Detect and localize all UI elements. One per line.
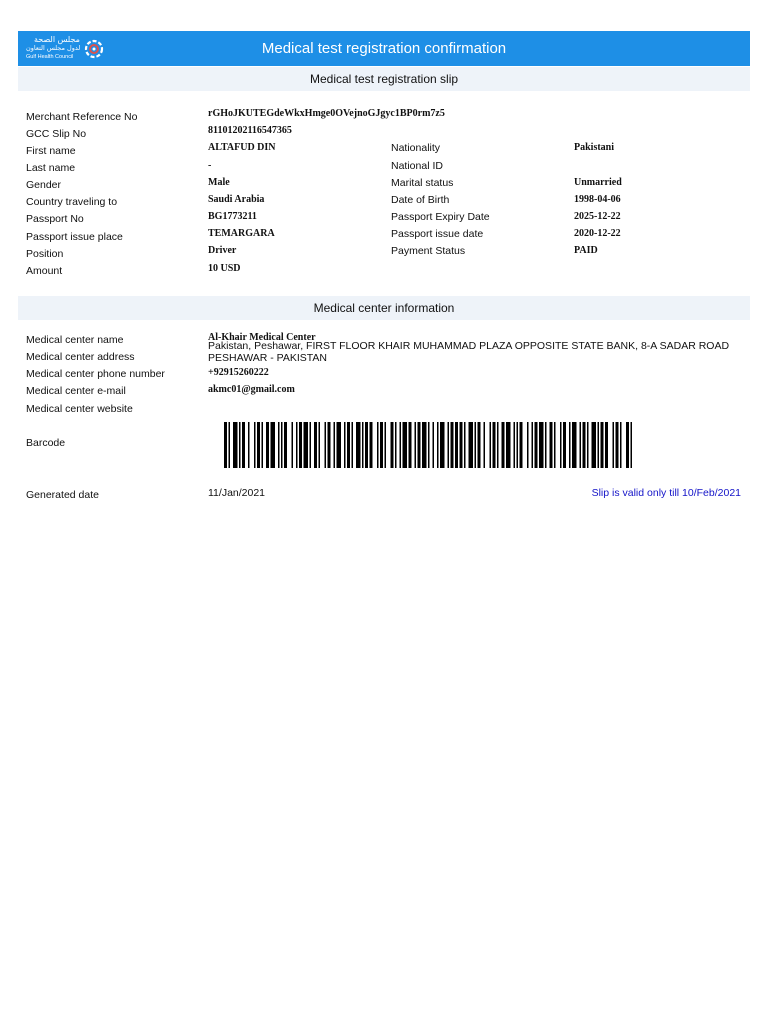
center-name-label: Medical center name [26, 334, 124, 346]
barcode-bar [271, 422, 276, 468]
center-phone-value: +92915260222 [208, 367, 269, 378]
slip-section-title: Medical test registration slip [18, 67, 750, 91]
barcode-bar [464, 422, 466, 468]
barcode-bar [262, 422, 264, 468]
barcode-bar [517, 422, 519, 468]
barcode-bar [328, 422, 331, 468]
center-address-label: Medical center address [26, 351, 135, 363]
barcode-bar [314, 422, 317, 468]
logo-arabic-line-2: لدول مجلس التعاون [26, 44, 81, 52]
barcode-bar [362, 422, 364, 468]
barcode-bar [248, 422, 250, 468]
barcode-bar [631, 422, 633, 468]
barcode-bar [484, 422, 486, 468]
barcode-bar [377, 422, 379, 468]
barcode-bar [490, 422, 492, 468]
gender-value: Male [208, 177, 230, 188]
barcode-bar [385, 422, 387, 468]
barcode-bar [347, 422, 350, 468]
barcode-bar [292, 422, 294, 468]
position-value: Driver [208, 245, 237, 256]
barcode-bar [233, 422, 238, 468]
center-email-value: akmc01@gmail.com [208, 384, 295, 395]
barcode-bar [281, 422, 283, 468]
center-phone-label: Medical center phone number [26, 368, 165, 380]
passport-expiry-label: Passport Expiry Date [391, 211, 490, 223]
passport-expiry-value: 2025-12-22 [574, 211, 621, 222]
barcode-bar [455, 422, 458, 468]
barcode-bar [352, 422, 354, 468]
barcode-bar [254, 422, 256, 468]
barcode-bar [380, 422, 383, 468]
barcode-bar [460, 422, 463, 468]
passport-issue-date-label: Passport issue date [391, 228, 484, 240]
generated-date-value: 11/Jan/2021 [208, 487, 266, 499]
passport-label: Passport No [26, 213, 84, 225]
barcode-bar [550, 422, 553, 468]
center-website-label: Medical center website [26, 403, 133, 415]
barcode-bar [601, 422, 604, 468]
barcode-bar [587, 422, 589, 468]
barcode-bar [514, 422, 516, 468]
barcode-bar [391, 422, 394, 468]
barcode-bar [478, 422, 481, 468]
barcode-bar [560, 422, 562, 468]
logo-english-text: Gulf Health Council [26, 54, 74, 60]
passport-issue-date-value: 2020-12-22 [574, 228, 621, 239]
first-name-value: ALTAFUD DIN [208, 142, 276, 153]
barcode-bar [502, 422, 505, 468]
marital-status-label: Marital status [391, 177, 454, 189]
barcode-bar [613, 422, 615, 468]
barcode-bar [569, 422, 571, 468]
center-address-value: Pakistan, Peshawar, FIRST FLOOR KHAIR MUHAMMAD PLAZA OPPOSITE STATE BANK, 8-A SADAR ROAD PESHAWAR - PAKISTAN [208, 340, 730, 364]
barcode-bar [506, 422, 511, 468]
barcode-bar [598, 422, 600, 468]
issue-place-label: Passport issue place [26, 231, 123, 243]
barcode-bar [344, 422, 346, 468]
barcode-bar [539, 422, 544, 468]
barcode-bar [580, 422, 582, 468]
barcode-bar [403, 422, 408, 468]
barcode-bar [520, 422, 523, 468]
barcode-bar [583, 422, 586, 468]
barcode-bar [299, 422, 302, 468]
issue-place-value: TEMARGARA [208, 228, 275, 239]
barcode-bar [440, 422, 445, 468]
barcode-bar [325, 422, 327, 468]
barcode-bar [428, 422, 430, 468]
barcode-image [224, 422, 634, 468]
barcode-bar [626, 422, 629, 468]
barcode-bar [572, 422, 577, 468]
gcc-slip-value: 81101202116547365 [208, 125, 292, 136]
last-name-label: Last name [26, 162, 76, 174]
amount-value: 10 USD [208, 263, 241, 274]
first-name-label: First name [26, 145, 76, 157]
merchant-ref-label: Merchant Reference No [26, 111, 138, 123]
barcode-bar [296, 422, 298, 468]
nationality-label: Nationality [391, 142, 441, 154]
amount-label: Amount [26, 265, 63, 277]
barcode-bar [356, 422, 361, 468]
national-id-label: National ID [391, 160, 443, 172]
barcode-bar [395, 422, 397, 468]
barcode-bar [242, 422, 245, 468]
header-bar [18, 31, 750, 66]
gcc-slip-label: GCC Slip No [26, 128, 87, 140]
payment-status-value: PAID [574, 245, 598, 256]
barcode-bar [284, 422, 287, 468]
barcode-bar [469, 422, 474, 468]
barcode-bar [545, 422, 547, 468]
barcode-bar [319, 422, 321, 468]
barcode-bar [448, 422, 450, 468]
marital-status-value: Unmarried [574, 177, 622, 188]
barcode-bar [266, 422, 269, 468]
dob-value: 1998-04-06 [574, 194, 621, 205]
barcode-bar [605, 422, 608, 468]
gender-label: Gender [26, 179, 62, 191]
barcode-bar [409, 422, 412, 468]
logo-arabic-line-1: مجلس الصحة [34, 35, 80, 44]
barcode-bar [497, 422, 499, 468]
barcode-bar [418, 422, 421, 468]
barcode-bar [563, 422, 566, 468]
barcode-bar [475, 422, 477, 468]
barcode-bar [224, 422, 227, 468]
barcode-bar [620, 422, 622, 468]
country-label: Country traveling to [26, 196, 118, 208]
payment-status-label: Payment Status [391, 245, 466, 257]
nationality-value: Pakistani [574, 142, 615, 153]
barcode-bar [334, 422, 336, 468]
barcode-bar [535, 422, 538, 468]
barcode-bar [229, 422, 231, 468]
center-name-value: Al-Khair Medical Center [208, 332, 316, 343]
barcode-bar [592, 422, 597, 468]
merchant-ref-value: rGHoJKUTEGdeWkxHmge0OVejnoGJgyc1BP0rm7z5 [208, 108, 445, 119]
barcode-bar [304, 422, 309, 468]
last-name-value: - [208, 160, 212, 171]
barcode-bar [422, 422, 427, 468]
country-value: Saudi Arabia [208, 194, 265, 205]
center-section-title: Medical center information [18, 296, 750, 320]
barcode-bar [451, 422, 454, 468]
page-title: Medical test registration confirmation [261, 40, 507, 57]
generated-date-label: Generated date [26, 489, 99, 501]
barcode-bar [310, 422, 312, 468]
barcode-bar [493, 422, 496, 468]
barcode-bar [400, 422, 402, 468]
barcode-bar [257, 422, 260, 468]
center-email-label: Medical center e-mail [26, 385, 126, 397]
barcode-bar [532, 422, 534, 468]
barcode-bar [370, 422, 373, 468]
barcode-bar [433, 422, 435, 468]
barcode-bar [415, 422, 417, 468]
dob-label: Date of Birth [391, 194, 450, 206]
barcode-bar [616, 422, 619, 468]
barcode-bar [437, 422, 439, 468]
barcode-bar [527, 422, 529, 468]
barcode-bar [365, 422, 368, 468]
barcode-bar [337, 422, 342, 468]
barcode-bar [278, 422, 280, 468]
barcode-bar [554, 422, 556, 468]
passport-value: BG1773211 [208, 211, 257, 222]
barcode-label: Barcode [26, 437, 66, 449]
barcode-bar [239, 422, 241, 468]
position-label: Position [26, 248, 64, 260]
validity-note: Slip is valid only till 10/Feb/2021 [591, 487, 741, 499]
